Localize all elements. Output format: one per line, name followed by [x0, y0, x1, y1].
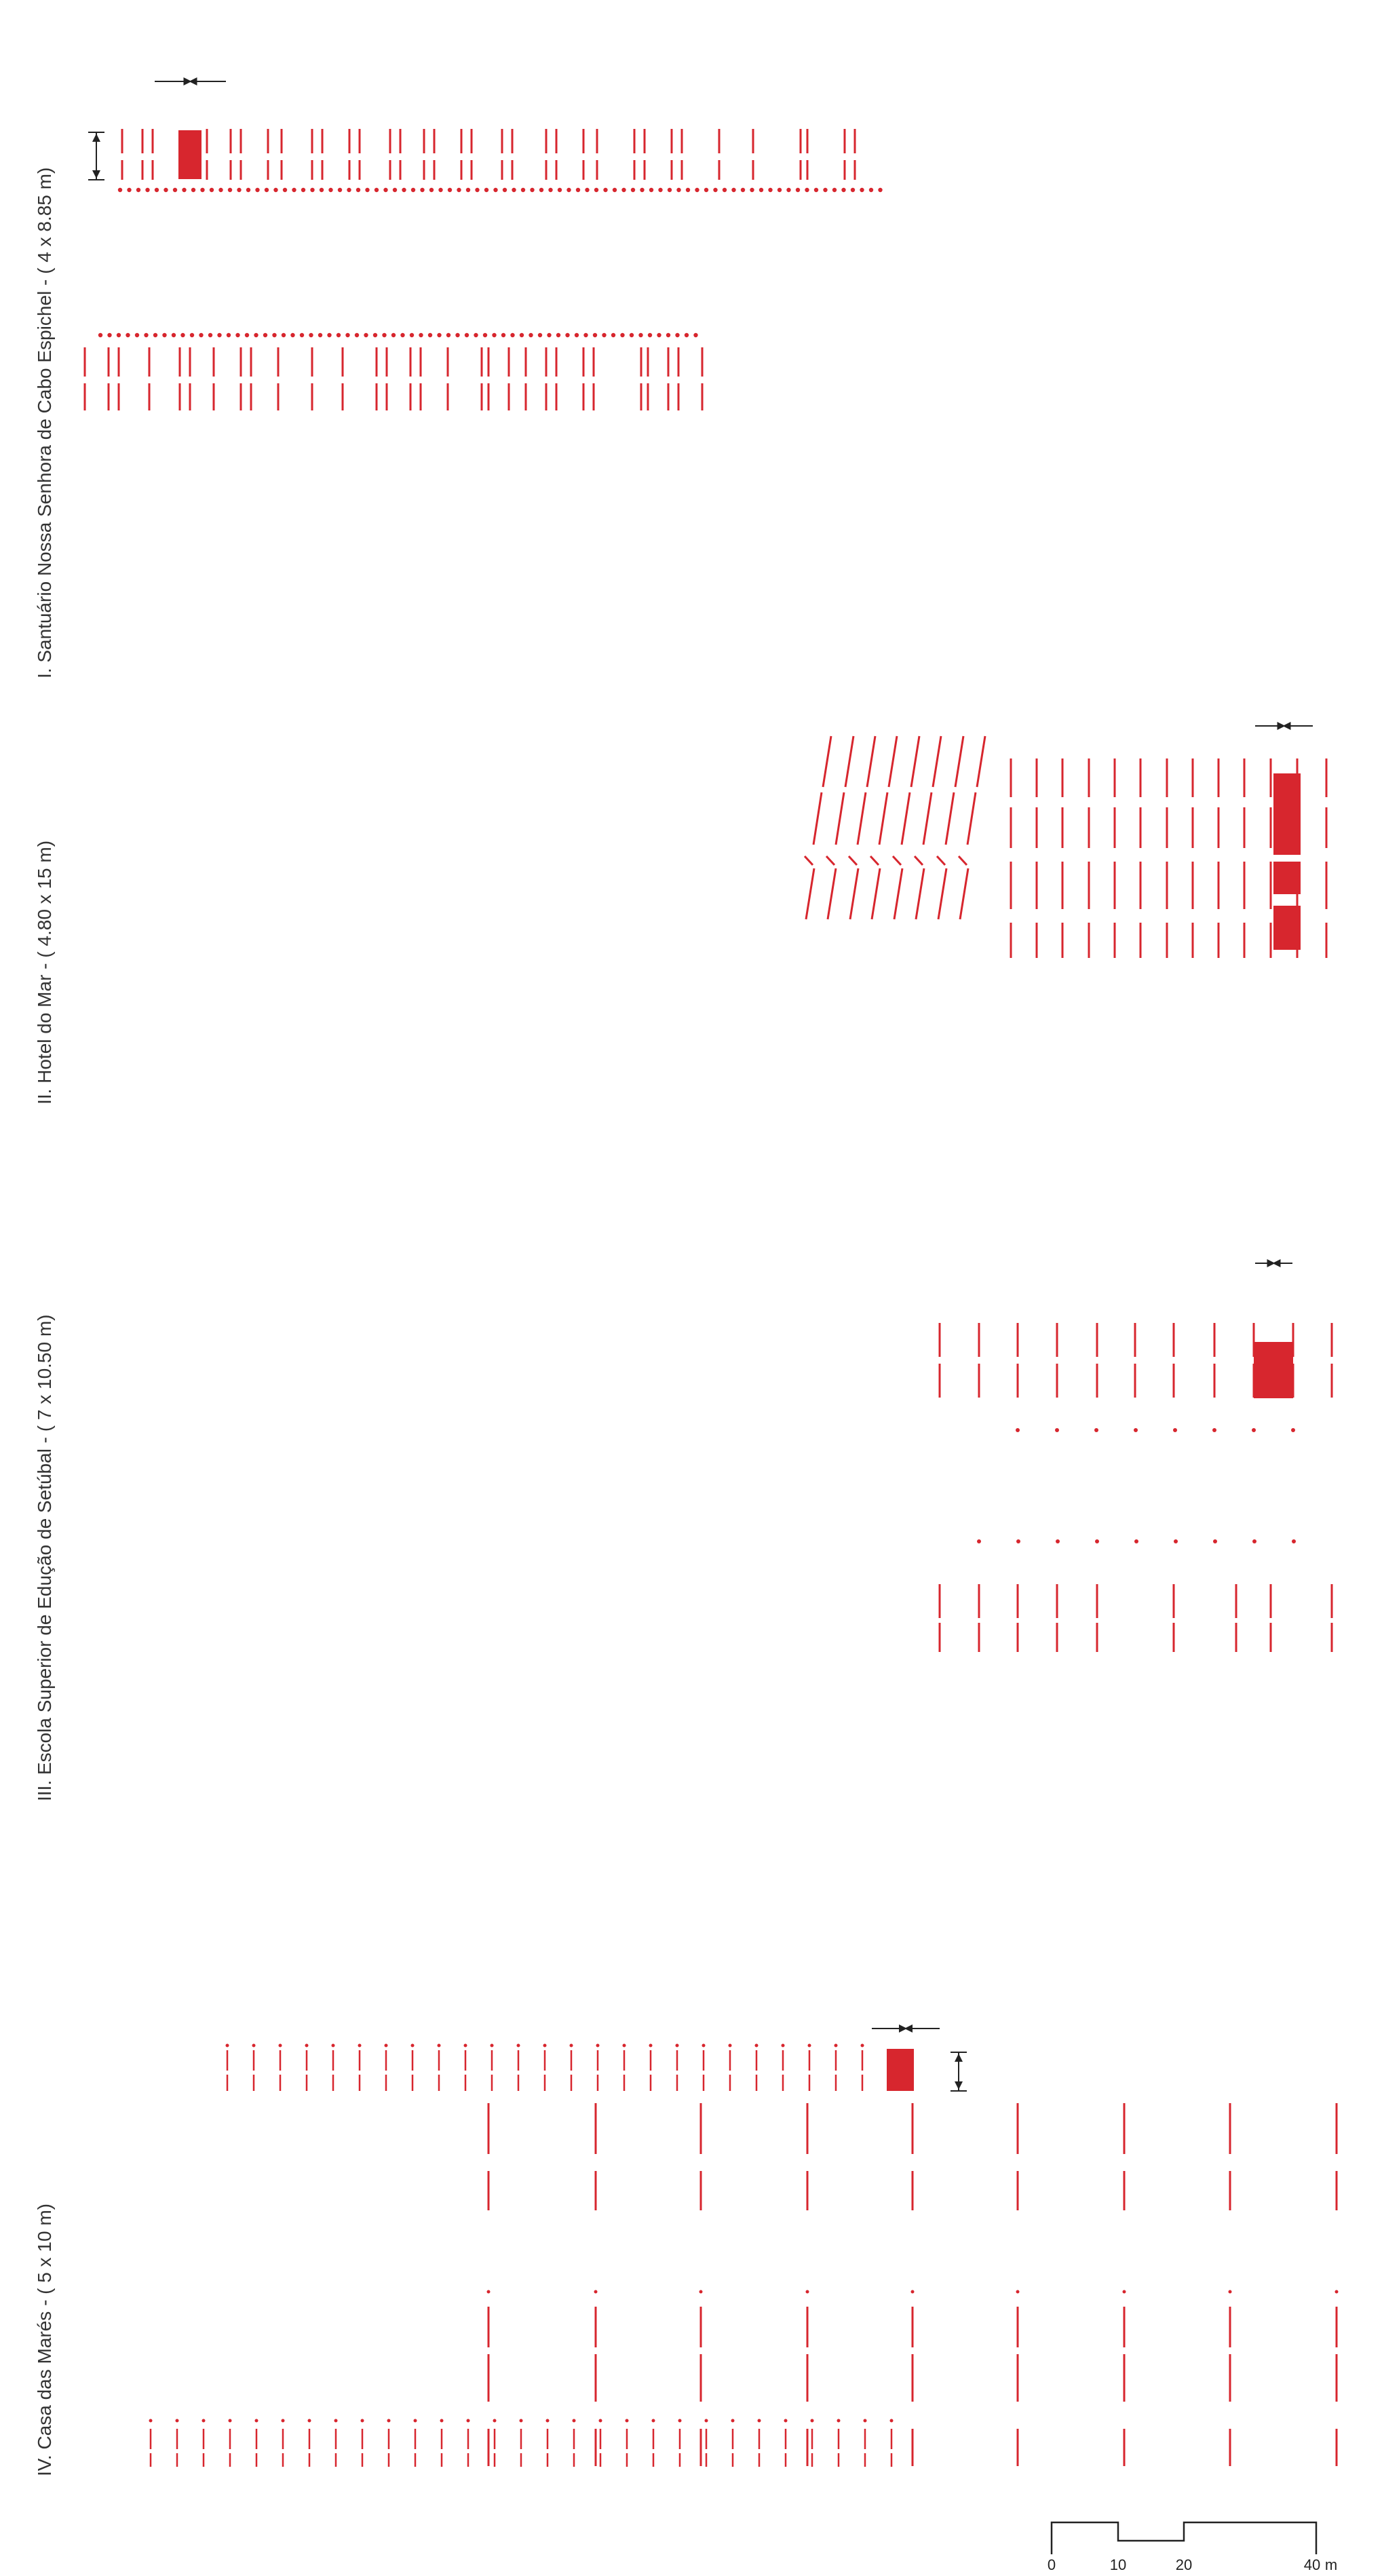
column-dot: [226, 2044, 229, 2048]
terrace-edge-dot: [484, 188, 488, 192]
terrace-edge-dot: [428, 333, 432, 337]
terrace-edge-dot: [851, 188, 855, 192]
terrace-edge-dot: [318, 333, 322, 337]
terrace-edge-dot: [768, 188, 772, 192]
terrace-edge-dot: [438, 188, 442, 192]
slanted-wall: [893, 856, 901, 865]
column-dot: [834, 2044, 838, 2048]
column-dot: [1094, 1428, 1098, 1432]
column-dot: [1134, 1428, 1138, 1432]
terrace-edge-dot: [217, 333, 221, 337]
terrace-edge-dot: [493, 188, 497, 192]
slanted-wall: [845, 736, 853, 787]
terrace-edge-dot: [301, 188, 305, 192]
terrace-edge-dot: [631, 188, 635, 192]
column-dot: [491, 2044, 494, 2048]
terrace-edge-dot: [693, 333, 697, 337]
highlighted-module: [1273, 862, 1301, 894]
column-dot: [255, 2419, 258, 2423]
slanted-wall: [911, 736, 919, 787]
slanted-wall: [879, 792, 887, 845]
column-dot: [699, 2290, 703, 2294]
section-2-plan: [805, 722, 1326, 958]
terrace-edge-dot: [547, 333, 551, 337]
terrace-edge-dot: [666, 333, 670, 337]
slanted-wall: [937, 856, 945, 865]
slanted-wall: [938, 868, 946, 919]
slanted-wall: [960, 868, 968, 919]
terrace-edge-dot: [218, 188, 223, 192]
column-dot: [782, 2044, 785, 2048]
column-dot: [1016, 2290, 1020, 2294]
terrace-edge-dot: [869, 188, 873, 192]
column-dot: [702, 2044, 706, 2048]
terrace-edge-dot: [796, 188, 800, 192]
module-depth-dimension-arrowhead: [955, 2081, 963, 2090]
column-dot: [1292, 1539, 1296, 1543]
section-1-plan: [85, 77, 883, 410]
column-dot: [1229, 2290, 1232, 2294]
section-label-1: I. Santuário Nossa Senhora de Cabo Espichel - ( 4 x 8.85 m): [34, 167, 55, 678]
terrace-edge-dot: [190, 333, 194, 337]
terrace-edge-dot: [446, 333, 450, 337]
terrace-edge-dot: [410, 333, 414, 337]
module-depth-dimension-arrowhead: [92, 134, 100, 142]
scale-tick-20: 20: [1175, 2556, 1193, 2573]
terrace-edge-dot: [145, 188, 149, 192]
terrace-edge-dot: [638, 333, 642, 337]
terrace-edge-dot: [455, 333, 459, 337]
column-dot: [626, 2419, 629, 2423]
column-dot: [1212, 1428, 1216, 1432]
terrace-edge-dot: [355, 333, 359, 337]
column-dot: [1173, 1428, 1177, 1432]
column-dot: [623, 2044, 626, 2048]
slanted-wall: [915, 856, 923, 865]
terrace-edge-dot: [457, 188, 461, 192]
terrace-edge-dot: [107, 333, 111, 337]
terrace-edge-dot: [823, 188, 827, 192]
terrace-edge-dot: [657, 333, 661, 337]
terrace-edge-dot: [576, 188, 580, 192]
terrace-edge-dot: [265, 188, 269, 192]
section-label-2: II. Hotel do Mar - ( 4.80 x 15 m): [34, 840, 55, 1104]
slanted-wall: [858, 792, 866, 845]
column-dot: [1291, 1428, 1295, 1432]
column-dot: [890, 2419, 894, 2423]
terrace-edge-dot: [400, 333, 404, 337]
terrace-edge-dot: [676, 188, 680, 192]
slanted-wall: [849, 856, 857, 865]
terrace-edge-dot: [136, 188, 140, 192]
column-dot: [599, 2419, 602, 2423]
slanted-wall: [836, 792, 844, 845]
column-dot: [411, 2044, 415, 2048]
terrace-edge-dot: [503, 188, 507, 192]
terrace-edge-dot: [521, 188, 525, 192]
terrace-edge-dot: [602, 333, 606, 337]
terrace-edge-dot: [191, 188, 195, 192]
slanted-wall: [867, 736, 875, 787]
terrace-edge-dot: [668, 188, 672, 192]
terrace-edge-dot: [98, 333, 102, 337]
column-dot: [546, 2419, 550, 2423]
column-dot: [358, 2044, 362, 2048]
column-dot: [487, 2290, 491, 2294]
terrace-edge-dot: [465, 333, 469, 337]
terrace-edge-dot: [640, 188, 644, 192]
scale-tick-0: 0: [1047, 2556, 1056, 2573]
terrace-edge-dot: [126, 333, 130, 337]
terrace-edge-dot: [750, 188, 754, 192]
slanted-wall: [813, 792, 822, 845]
terrace-edge-dot: [512, 188, 516, 192]
terrace-edge-dot: [364, 333, 368, 337]
column-dot: [1095, 1539, 1099, 1543]
terrace-edge-dot: [841, 188, 845, 192]
scale-bar: [1048, 2522, 1337, 2573]
terrace-edge-dot: [483, 333, 487, 337]
terrace-edge-dot: [180, 333, 185, 337]
terrace-edge-dot: [685, 333, 689, 337]
terrace-edge-dot: [208, 333, 212, 337]
slanted-wall: [889, 736, 897, 787]
terrace-edge-dot: [649, 188, 653, 192]
terrace-edge-dot: [173, 188, 177, 192]
slanted-wall: [823, 736, 831, 787]
terrace-edge-dot: [475, 188, 479, 192]
terrace-edge-dot: [118, 188, 122, 192]
scale-tick-40: 40: [1303, 2556, 1321, 2573]
column-dot: [676, 2044, 679, 2048]
terrace-edge-dot: [263, 333, 267, 337]
column-dot: [837, 2419, 841, 2423]
terrace-edge-dot: [594, 188, 598, 192]
terrace-edge-dot: [227, 333, 231, 337]
column-dot: [977, 1539, 981, 1543]
terrace-edge-dot: [155, 188, 159, 192]
section-label-4: IV. Casa das Marés - ( 5 x 10 m): [34, 2204, 55, 2476]
terrace-edge-dot: [731, 188, 735, 192]
column-dot: [806, 2290, 809, 2294]
column-dot: [252, 2044, 256, 2048]
slanted-wall: [946, 792, 954, 845]
terrace-edge-dot: [135, 333, 139, 337]
terrace-edge-dot: [805, 188, 809, 192]
terrace-edge-dot: [164, 188, 168, 192]
column-dot: [678, 2419, 682, 2423]
terrace-edge-dot: [583, 333, 588, 337]
terrace-edge-dot: [530, 188, 534, 192]
terrace-edge-dot: [338, 188, 342, 192]
column-dot: [176, 2419, 179, 2423]
column-dot: [464, 2044, 467, 2048]
column-dot: [1252, 1539, 1256, 1543]
column-dot: [1016, 1428, 1020, 1432]
terrace-edge-dot: [520, 333, 524, 337]
terrace-edge-dot: [153, 333, 157, 337]
terrace-edge-dot: [860, 188, 864, 192]
scale-bar-line: [1052, 2522, 1316, 2554]
terrace-edge-dot: [437, 333, 441, 337]
column-dot: [1134, 1539, 1138, 1543]
terrace-edge-dot: [686, 188, 690, 192]
terrace-edge-dot: [759, 188, 763, 192]
column-dot: [543, 2044, 547, 2048]
slanted-wall: [967, 792, 976, 845]
terrace-edge-dot: [237, 188, 241, 192]
terrace-edge-dot: [466, 188, 470, 192]
slanted-wall: [902, 792, 910, 845]
slanted-wall: [894, 868, 902, 919]
terrace-edge-dot: [603, 188, 607, 192]
terrace-edge-dot: [382, 333, 386, 337]
terrace-edge-dot: [741, 188, 745, 192]
terrace-edge-dot: [282, 333, 286, 337]
terrace-edge-dot: [778, 188, 782, 192]
column-dot: [440, 2419, 444, 2423]
terrace-edge-dot: [347, 188, 351, 192]
terrace-edge-dot: [235, 333, 239, 337]
module-width-dimension-arrowhead: [189, 77, 197, 85]
column-dot: [414, 2419, 417, 2423]
slanted-wall: [806, 868, 814, 919]
terrace-edge-dot: [611, 333, 615, 337]
terrace-edge-dot: [300, 333, 304, 337]
column-dot: [282, 2419, 285, 2423]
highlighted-module: [1273, 906, 1301, 950]
terrace-edge-dot: [448, 188, 452, 192]
terrace-edge-dot: [529, 333, 533, 337]
highlighted-module: [1273, 773, 1301, 855]
slanted-wall: [923, 792, 932, 845]
terrace-edge-dot: [420, 188, 424, 192]
terrace-edge-dot: [713, 188, 717, 192]
terrace-edge-dot: [429, 188, 434, 192]
terrace-edge-dot: [162, 333, 166, 337]
terrace-edge-dot: [290, 333, 294, 337]
terrace-edge-dot: [228, 188, 232, 192]
terrace-edge-dot: [613, 188, 617, 192]
terrace-edge-dot: [117, 333, 121, 337]
column-dot: [467, 2419, 470, 2423]
column-dot: [438, 2044, 441, 2048]
column-dot: [1252, 1428, 1256, 1432]
terrace-edge-dot: [292, 188, 296, 192]
slanted-wall: [828, 868, 836, 919]
column-dot: [731, 2419, 735, 2423]
column-dot: [229, 2419, 232, 2423]
section-4-plan: [149, 2024, 1339, 2467]
column-dot: [596, 2044, 600, 2048]
column-dot: [808, 2044, 811, 2048]
column-dot: [594, 2290, 598, 2294]
terrace-edge-dot: [255, 188, 259, 192]
slanted-wall: [955, 736, 963, 787]
terrace-edge-dot: [567, 188, 571, 192]
terrace-edge-dot: [585, 188, 589, 192]
terrace-edge-dot: [373, 333, 377, 337]
slanted-wall: [933, 736, 941, 787]
terrace-edge-dot: [832, 188, 837, 192]
terrace-edge-dot: [704, 188, 708, 192]
column-dot: [811, 2419, 814, 2423]
slanted-wall: [850, 868, 858, 919]
terrace-edge-dot: [254, 333, 258, 337]
slanted-wall: [826, 856, 834, 865]
terrace-edge-dot: [556, 333, 560, 337]
module-width-dimension-arrowhead: [1273, 1259, 1281, 1267]
column-dot: [570, 2044, 573, 2048]
slanted-wall: [959, 856, 967, 865]
terrace-edge-dot: [199, 333, 203, 337]
terrace-edge-dot: [630, 333, 634, 337]
terrace-edge-dot: [538, 333, 542, 337]
column-dot: [1055, 1428, 1059, 1432]
column-dot: [149, 2419, 153, 2423]
column-dot: [361, 2419, 364, 2423]
column-dot: [1213, 1539, 1217, 1543]
terrace-edge-dot: [356, 188, 360, 192]
column-dot: [202, 2419, 206, 2423]
terrace-edge-dot: [182, 188, 186, 192]
terrace-edge-dot: [658, 188, 662, 192]
column-dot: [332, 2044, 335, 2048]
scale-tick-10: 10: [1109, 2556, 1127, 2573]
column-dot: [1174, 1539, 1178, 1543]
column-dot: [334, 2419, 338, 2423]
highlighted-module: [178, 130, 201, 179]
terrace-edge-dot: [501, 333, 505, 337]
terrace-edge-dot: [558, 188, 562, 192]
column-dot: [1335, 2290, 1339, 2294]
slanted-wall: [916, 868, 924, 919]
terrace-edge-dot: [283, 188, 287, 192]
terrace-edge-dot: [695, 188, 699, 192]
terrace-edge-dot: [391, 333, 396, 337]
column-dot: [387, 2419, 391, 2423]
column-dot: [861, 2044, 864, 2048]
module-width-dimension-arrowhead: [904, 2024, 913, 2033]
terrace-edge-dot: [474, 333, 478, 337]
slanted-wall: [870, 856, 879, 865]
column-dot: [729, 2044, 732, 2048]
slanted-wall: [805, 856, 813, 865]
column-dot: [864, 2419, 867, 2423]
column-dot: [755, 2044, 759, 2048]
terrace-edge-dot: [200, 188, 204, 192]
terrace-edge-dot: [272, 333, 276, 337]
terrace-edge-dot: [648, 333, 652, 337]
column-dot: [649, 2044, 653, 2048]
highlighted-module: [887, 2049, 914, 2091]
terrace-edge-dot: [320, 188, 324, 192]
terrace-edge-dot: [411, 188, 415, 192]
terrace-edge-dot: [878, 188, 882, 192]
terrace-edge-dot: [593, 333, 597, 337]
column-dot: [517, 2044, 520, 2048]
terrace-edge-dot: [337, 333, 341, 337]
terrace-edge-dot: [383, 188, 387, 192]
terrace-edge-dot: [565, 333, 569, 337]
module-depth-dimension-arrowhead: [955, 2054, 963, 2062]
section-label-3: III. Escola Superior de Edução de Setúbal - ( 7 x 10.50 m): [34, 1314, 55, 1801]
column-dot: [705, 2419, 708, 2423]
terrace-edge-dot: [310, 188, 314, 192]
terrace-edge-dot: [814, 188, 818, 192]
terrace-edge-dot: [345, 333, 349, 337]
section-3-plan: [940, 1259, 1332, 1652]
column-dot: [911, 2290, 915, 2294]
terrace-edge-dot: [144, 333, 148, 337]
terrace-edge-dot: [675, 333, 679, 337]
slanted-wall: [977, 736, 985, 787]
terrace-edge-dot: [402, 188, 406, 192]
terrace-edge-dot: [393, 188, 397, 192]
terrace-edge-dot: [327, 333, 331, 337]
column-dot: [279, 2044, 282, 2048]
terrace-edge-dot: [786, 188, 790, 192]
module-depth-dimension-arrowhead: [92, 170, 100, 178]
terrace-edge-dot: [723, 188, 727, 192]
terrace-edge-dot: [419, 333, 423, 337]
terrace-edge-dot: [510, 333, 514, 337]
column-dot: [1123, 2290, 1126, 2294]
column-dot: [758, 2419, 761, 2423]
terrace-edge-dot: [210, 188, 214, 192]
scale-unit: m: [1324, 2556, 1338, 2573]
terrace-edge-dot: [539, 188, 543, 192]
terrace-edge-dot: [245, 333, 249, 337]
column-dot: [573, 2419, 576, 2423]
terrace-edge-dot: [273, 188, 277, 192]
column-dot: [520, 2419, 523, 2423]
terrace-edge-dot: [309, 333, 313, 337]
module-width-dimension-arrowhead: [1283, 722, 1291, 730]
terrace-edge-dot: [548, 188, 552, 192]
terrace-edge-dot: [365, 188, 369, 192]
column-dot: [385, 2044, 388, 2048]
column-dot: [652, 2419, 655, 2423]
terrace-edge-dot: [492, 333, 496, 337]
column-dot: [308, 2419, 311, 2423]
terrace-edge-dot: [172, 333, 176, 337]
terrace-edge-dot: [375, 188, 379, 192]
column-dot: [305, 2044, 309, 2048]
column-dot: [1056, 1539, 1060, 1543]
terrace-edge-dot: [575, 333, 579, 337]
column-dot: [784, 2419, 788, 2423]
column-dot: [493, 2419, 497, 2423]
highlighted-module: [1254, 1342, 1293, 1398]
terrace-edge-dot: [127, 188, 131, 192]
slanted-wall: [872, 868, 880, 919]
terrace-edge-dot: [328, 188, 332, 192]
terrace-edge-dot: [620, 333, 624, 337]
column-dot: [1016, 1539, 1020, 1543]
terrace-edge-dot: [621, 188, 626, 192]
terrace-edge-dot: [246, 188, 250, 192]
